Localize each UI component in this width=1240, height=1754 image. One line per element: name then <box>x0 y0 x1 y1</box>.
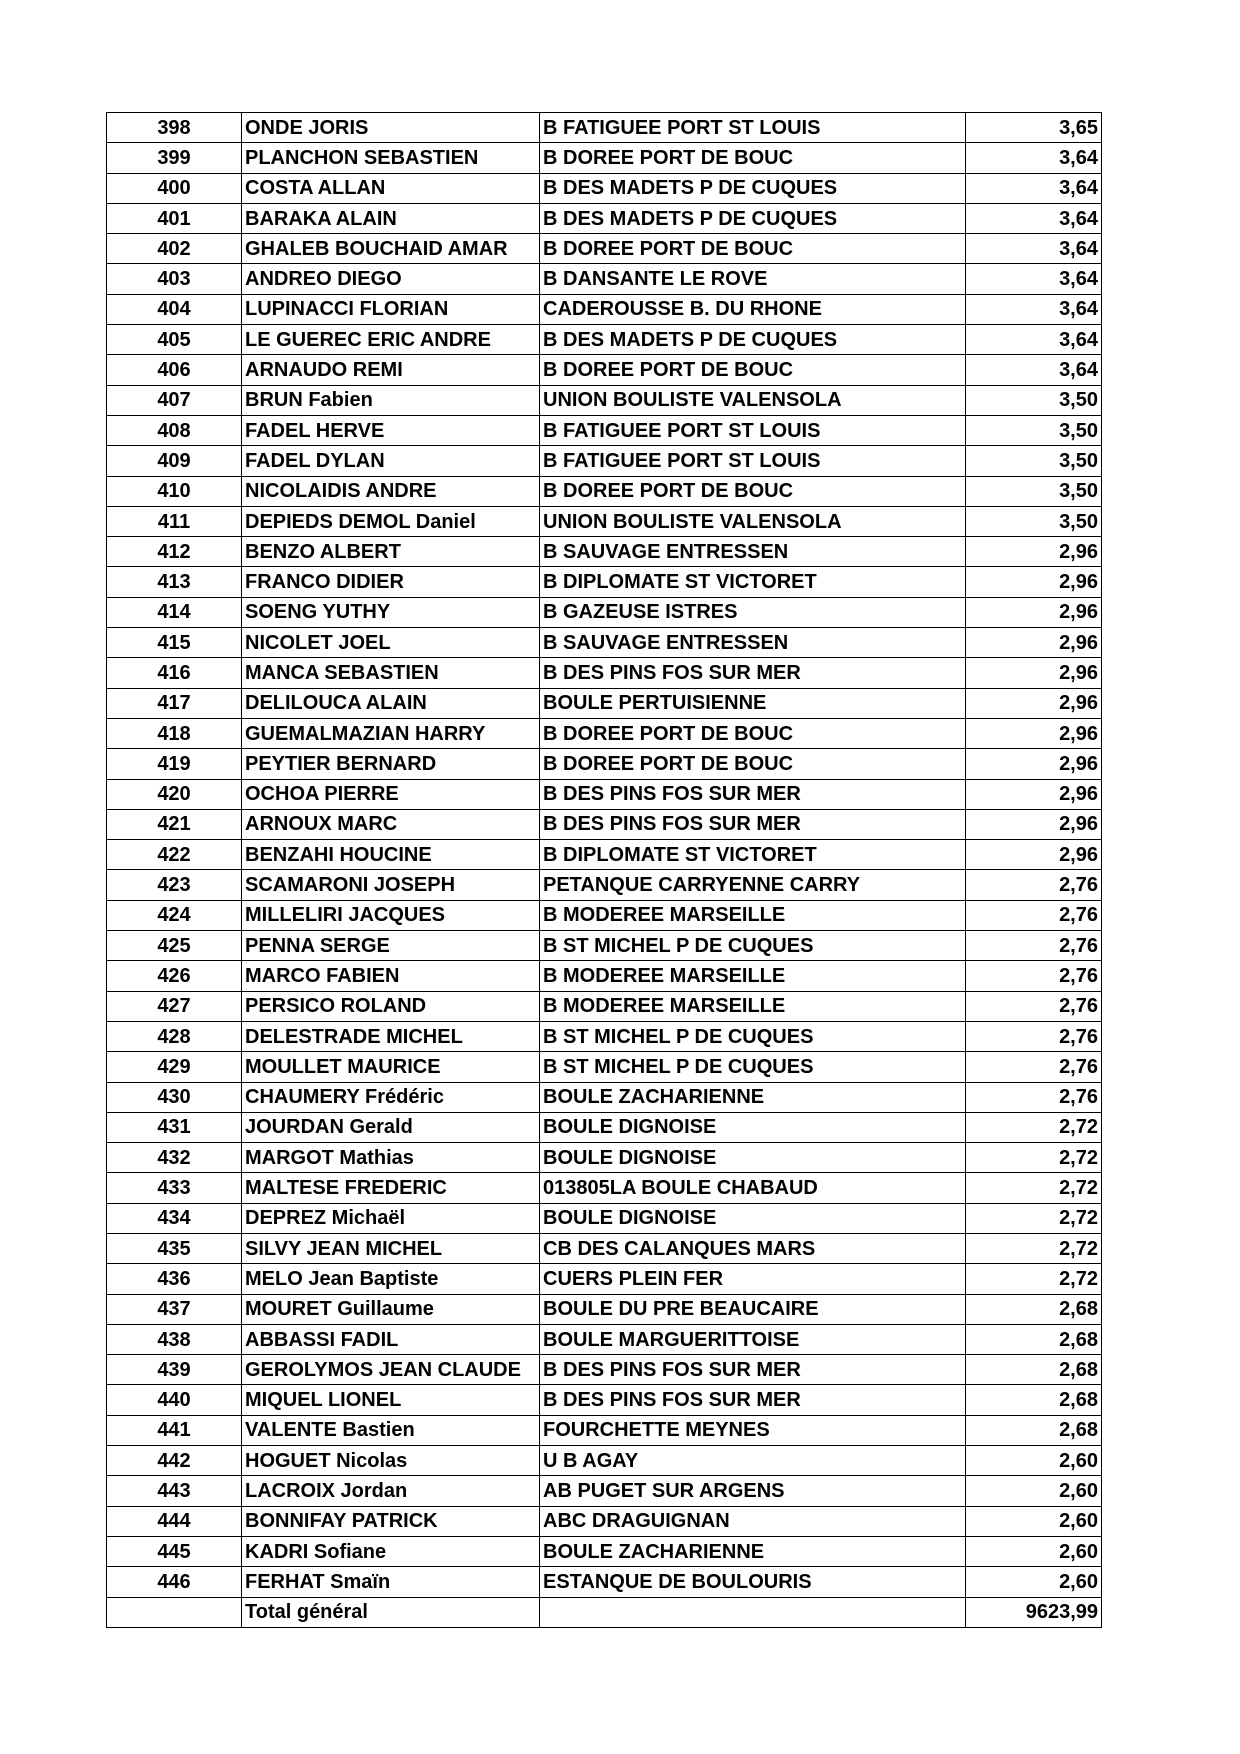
player-name-cell: DELILOUCA ALAIN <box>242 688 540 718</box>
table-row <box>107 1506 1102 1536</box>
club-cell: B MODEREE MARSEILLE <box>540 900 966 930</box>
table-row <box>107 1294 1102 1324</box>
rank-cell: 415 <box>107 628 242 658</box>
points-cell: 2,76 <box>966 961 1102 991</box>
player-name-cell: BRUN Fabien <box>242 385 540 415</box>
rank-cell: 399 <box>107 143 242 173</box>
club-cell: B DIPLOMATE ST VICTORET <box>540 840 966 870</box>
club-cell: B DES MADETS P DE CUQUES <box>540 203 966 233</box>
player-name-cell: LE GUEREC ERIC ANDRE <box>242 325 540 355</box>
points-cell: 3,64 <box>966 173 1102 203</box>
points-cell: 3,50 <box>966 446 1102 476</box>
club-cell: B DOREE PORT DE BOUC <box>540 143 966 173</box>
points-cell: 2,96 <box>966 749 1102 779</box>
table-row <box>107 355 1102 385</box>
club-cell: BOULE ZACHARIENNE <box>540 1082 966 1112</box>
table-row <box>107 1021 1102 1051</box>
rank-cell: 444 <box>107 1506 242 1536</box>
player-name-cell: ONDE JORIS <box>242 113 540 143</box>
table-row <box>107 1355 1102 1385</box>
club-cell: B DOREE PORT DE BOUC <box>540 234 966 264</box>
table-row <box>107 1385 1102 1415</box>
total-rank-cell <box>107 1597 242 1627</box>
table-row <box>107 325 1102 355</box>
club-cell: BOULE ZACHARIENNE <box>540 1536 966 1566</box>
table-row <box>107 1324 1102 1354</box>
points-cell: 2,96 <box>966 567 1102 597</box>
rank-cell: 419 <box>107 749 242 779</box>
total-row <box>107 1597 1102 1627</box>
club-cell: B ST MICHEL P DE CUQUES <box>540 1052 966 1082</box>
rank-cell: 438 <box>107 1324 242 1354</box>
player-name-cell: OCHOA PIERRE <box>242 779 540 809</box>
points-cell: 3,50 <box>966 385 1102 415</box>
club-cell: UNION BOULISTE VALENSOLA <box>540 506 966 536</box>
table-row <box>107 1173 1102 1203</box>
player-name-cell: FADEL HERVE <box>242 415 540 445</box>
player-name-cell: MARCO FABIEN <box>242 961 540 991</box>
club-cell: U B AGAY <box>540 1446 966 1476</box>
club-cell: B DOREE PORT DE BOUC <box>540 476 966 506</box>
rank-cell: 417 <box>107 688 242 718</box>
player-name-cell: MARGOT Mathias <box>242 1143 540 1173</box>
rank-cell: 416 <box>107 658 242 688</box>
points-cell: 3,64 <box>966 143 1102 173</box>
points-cell: 3,50 <box>966 476 1102 506</box>
rank-cell: 398 <box>107 113 242 143</box>
player-name-cell: MELO Jean Baptiste <box>242 1264 540 1294</box>
rank-cell: 414 <box>107 597 242 627</box>
rank-cell: 431 <box>107 1112 242 1142</box>
player-name-cell: GHALEB BOUCHAID AMAR <box>242 234 540 264</box>
table-row <box>107 900 1102 930</box>
points-cell: 2,96 <box>966 658 1102 688</box>
points-cell: 2,72 <box>966 1233 1102 1263</box>
club-cell: CB DES CALANQUES MARS <box>540 1233 966 1263</box>
points-cell: 2,60 <box>966 1567 1102 1597</box>
club-cell: AB PUGET SUR ARGENS <box>540 1476 966 1506</box>
points-cell: 3,50 <box>966 506 1102 536</box>
table-row <box>107 1567 1102 1597</box>
points-cell: 2,76 <box>966 1082 1102 1112</box>
club-cell: B MODEREE MARSEILLE <box>540 961 966 991</box>
points-cell: 2,76 <box>966 870 1102 900</box>
table-row <box>107 506 1102 536</box>
points-cell: 2,72 <box>966 1112 1102 1142</box>
table-row <box>107 991 1102 1021</box>
table-row <box>107 658 1102 688</box>
club-cell: CADEROUSSE B. DU RHONE <box>540 294 966 324</box>
table-row <box>107 1052 1102 1082</box>
player-name-cell: BARAKA ALAIN <box>242 203 540 233</box>
club-cell: B ST MICHEL P DE CUQUES <box>540 1021 966 1051</box>
points-cell: 2,68 <box>966 1294 1102 1324</box>
player-name-cell: PERSICO ROLAND <box>242 991 540 1021</box>
table-row <box>107 961 1102 991</box>
points-cell: 2,60 <box>966 1536 1102 1566</box>
points-cell: 2,96 <box>966 688 1102 718</box>
rank-cell: 446 <box>107 1567 242 1597</box>
rank-cell: 409 <box>107 446 242 476</box>
club-cell: ESTANQUE DE BOULOURIS <box>540 1567 966 1597</box>
player-name-cell: SCAMARONI JOSEPH <box>242 870 540 900</box>
points-cell: 2,96 <box>966 597 1102 627</box>
rank-cell: 423 <box>107 870 242 900</box>
club-cell: B DES PINS FOS SUR MER <box>540 809 966 839</box>
club-cell: BOULE MARGUERITTOISE <box>540 1324 966 1354</box>
club-cell: PETANQUE CARRYENNE CARRY <box>540 870 966 900</box>
player-name-cell: LACROIX Jordan <box>242 1476 540 1506</box>
table-row <box>107 688 1102 718</box>
points-cell: 2,76 <box>966 931 1102 961</box>
rank-cell: 413 <box>107 567 242 597</box>
points-cell: 3,64 <box>966 294 1102 324</box>
club-cell: ABC DRAGUIGNAN <box>540 1506 966 1536</box>
player-name-cell: MANCA SEBASTIEN <box>242 658 540 688</box>
table-row <box>107 1233 1102 1263</box>
player-name-cell: HOGUET Nicolas <box>242 1446 540 1476</box>
club-cell: B DIPLOMATE ST VICTORET <box>540 567 966 597</box>
player-name-cell: DEPREZ Michaël <box>242 1203 540 1233</box>
club-cell: B SAUVAGE ENTRESSEN <box>540 537 966 567</box>
rank-cell: 434 <box>107 1203 242 1233</box>
club-cell: B FATIGUEE PORT ST LOUIS <box>540 113 966 143</box>
player-name-cell: PLANCHON SEBASTIEN <box>242 143 540 173</box>
rank-cell: 432 <box>107 1143 242 1173</box>
table-row <box>107 931 1102 961</box>
player-name-cell: FERHAT Smaïn <box>242 1567 540 1597</box>
table-row <box>107 1143 1102 1173</box>
player-name-cell: FADEL DYLAN <box>242 446 540 476</box>
club-cell: 013805LA BOULE CHABAUD <box>540 1173 966 1203</box>
total-club-cell <box>540 1597 966 1627</box>
player-name-cell: COSTA ALLAN <box>242 173 540 203</box>
player-name-cell: LUPINACCI FLORIAN <box>242 294 540 324</box>
points-cell: 2,68 <box>966 1385 1102 1415</box>
rank-cell: 421 <box>107 809 242 839</box>
rank-cell: 400 <box>107 173 242 203</box>
club-cell: B GAZEUSE ISTRES <box>540 597 966 627</box>
rank-cell: 407 <box>107 385 242 415</box>
points-cell: 2,76 <box>966 991 1102 1021</box>
points-cell: 2,72 <box>966 1264 1102 1294</box>
club-cell: BOULE DU PRE BEAUCAIRE <box>540 1294 966 1324</box>
table-row <box>107 143 1102 173</box>
rank-cell: 420 <box>107 779 242 809</box>
table-row <box>107 264 1102 294</box>
player-name-cell: PEYTIER BERNARD <box>242 749 540 779</box>
club-cell: B FATIGUEE PORT ST LOUIS <box>540 446 966 476</box>
rank-cell: 401 <box>107 203 242 233</box>
club-cell: BOULE DIGNOISE <box>540 1143 966 1173</box>
club-cell: BOULE DIGNOISE <box>540 1112 966 1142</box>
table-row <box>107 567 1102 597</box>
player-name-cell: GUEMALMAZIAN HARRY <box>242 718 540 748</box>
table-row <box>107 385 1102 415</box>
table-row <box>107 1112 1102 1142</box>
rank-cell: 426 <box>107 961 242 991</box>
rank-cell: 441 <box>107 1415 242 1445</box>
player-name-cell: KADRI Sofiane <box>242 1536 540 1566</box>
player-name-cell: SILVY JEAN MICHEL <box>242 1233 540 1263</box>
player-name-cell: VALENTE Bastien <box>242 1415 540 1445</box>
player-name-cell: FRANCO DIDIER <box>242 567 540 597</box>
player-name-cell: GEROLYMOS JEAN CLAUDE <box>242 1355 540 1385</box>
points-cell: 2,72 <box>966 1203 1102 1233</box>
table-row <box>107 809 1102 839</box>
club-cell: BOULE DIGNOISE <box>540 1203 966 1233</box>
points-cell: 2,96 <box>966 779 1102 809</box>
points-cell: 3,65 <box>966 113 1102 143</box>
rank-cell: 442 <box>107 1446 242 1476</box>
table-row <box>107 1536 1102 1566</box>
points-cell: 2,60 <box>966 1446 1102 1476</box>
table-row <box>107 234 1102 264</box>
ranking-table <box>106 112 1102 1628</box>
player-name-cell: BENZAHI HOUCINE <box>242 840 540 870</box>
rank-cell: 435 <box>107 1233 242 1263</box>
points-cell: 2,60 <box>966 1506 1102 1536</box>
table-row <box>107 1415 1102 1445</box>
club-cell: B MODEREE MARSEILLE <box>540 991 966 1021</box>
table-row <box>107 446 1102 476</box>
rank-cell: 406 <box>107 355 242 385</box>
points-cell: 3,64 <box>966 234 1102 264</box>
player-name-cell: ABBASSI FADIL <box>242 1324 540 1354</box>
points-cell: 2,96 <box>966 718 1102 748</box>
table-row <box>107 173 1102 203</box>
club-cell: FOURCHETTE MEYNES <box>540 1415 966 1445</box>
rank-cell: 408 <box>107 415 242 445</box>
rank-cell: 433 <box>107 1173 242 1203</box>
points-cell: 2,76 <box>966 1021 1102 1051</box>
club-cell: B DOREE PORT DE BOUC <box>540 355 966 385</box>
player-name-cell: MALTESE FREDERIC <box>242 1173 540 1203</box>
total-points-cell: 9623,99 <box>966 1597 1102 1627</box>
club-cell: B DOREE PORT DE BOUC <box>540 749 966 779</box>
total-label-cell: Total général <box>242 1597 540 1627</box>
rank-cell: 427 <box>107 991 242 1021</box>
club-cell: B SAUVAGE ENTRESSEN <box>540 628 966 658</box>
rank-cell: 428 <box>107 1021 242 1051</box>
points-cell: 2,96 <box>966 628 1102 658</box>
club-cell: B FATIGUEE PORT ST LOUIS <box>540 415 966 445</box>
club-cell: B DES PINS FOS SUR MER <box>540 1385 966 1415</box>
points-cell: 2,76 <box>966 900 1102 930</box>
player-name-cell: BONNIFAY PATRICK <box>242 1506 540 1536</box>
points-cell: 2,72 <box>966 1173 1102 1203</box>
rank-cell: 425 <box>107 931 242 961</box>
rank-cell: 436 <box>107 1264 242 1294</box>
player-name-cell: DEPIEDS DEMOL Daniel <box>242 506 540 536</box>
table-row <box>107 840 1102 870</box>
table-row <box>107 113 1102 143</box>
club-cell: B DANSANTE LE ROVE <box>540 264 966 294</box>
player-name-cell: JOURDAN Gerald <box>242 1112 540 1142</box>
club-cell: B DES MADETS P DE CUQUES <box>540 173 966 203</box>
player-name-cell: SOENG YUTHY <box>242 597 540 627</box>
table-row <box>107 1264 1102 1294</box>
rank-cell: 445 <box>107 1536 242 1566</box>
points-cell: 3,64 <box>966 325 1102 355</box>
points-cell: 2,68 <box>966 1415 1102 1445</box>
points-cell: 2,68 <box>966 1355 1102 1385</box>
table-row <box>107 537 1102 567</box>
table-row <box>107 628 1102 658</box>
rank-cell: 404 <box>107 294 242 324</box>
player-name-cell: NICOLET JOEL <box>242 628 540 658</box>
points-cell: 3,64 <box>966 355 1102 385</box>
rank-cell: 440 <box>107 1385 242 1415</box>
points-cell: 2,60 <box>966 1476 1102 1506</box>
player-name-cell: PENNA SERGE <box>242 931 540 961</box>
points-cell: 3,64 <box>966 203 1102 233</box>
rank-cell: 403 <box>107 264 242 294</box>
rank-cell: 443 <box>107 1476 242 1506</box>
table-row <box>107 415 1102 445</box>
rank-cell: 429 <box>107 1052 242 1082</box>
table-row <box>107 749 1102 779</box>
club-cell: CUERS PLEIN FER <box>540 1264 966 1294</box>
rank-cell: 418 <box>107 718 242 748</box>
club-cell: B DES PINS FOS SUR MER <box>540 1355 966 1385</box>
rank-cell: 424 <box>107 900 242 930</box>
table-row <box>107 476 1102 506</box>
table-row <box>107 870 1102 900</box>
rank-cell: 437 <box>107 1294 242 1324</box>
player-name-cell: BENZO ALBERT <box>242 537 540 567</box>
table-row <box>107 1446 1102 1476</box>
rank-cell: 405 <box>107 325 242 355</box>
rank-cell: 410 <box>107 476 242 506</box>
player-name-cell: MOURET Guillaume <box>242 1294 540 1324</box>
table-row <box>107 1082 1102 1112</box>
player-name-cell: DELESTRADE MICHEL <box>242 1021 540 1051</box>
player-name-cell: ANDREO DIEGO <box>242 264 540 294</box>
points-cell: 2,96 <box>966 537 1102 567</box>
player-name-cell: MIQUEL LIONEL <box>242 1385 540 1415</box>
rank-cell: 430 <box>107 1082 242 1112</box>
player-name-cell: MOULLET MAURICE <box>242 1052 540 1082</box>
table-row <box>107 779 1102 809</box>
club-cell: B DES PINS FOS SUR MER <box>540 658 966 688</box>
club-cell: B ST MICHEL P DE CUQUES <box>540 931 966 961</box>
points-cell: 3,64 <box>966 264 1102 294</box>
rank-cell: 412 <box>107 537 242 567</box>
player-name-cell: ARNAUDO REMI <box>242 355 540 385</box>
points-cell: 2,76 <box>966 1052 1102 1082</box>
points-cell: 2,68 <box>966 1324 1102 1354</box>
rank-cell: 439 <box>107 1355 242 1385</box>
club-cell: UNION BOULISTE VALENSOLA <box>540 385 966 415</box>
points-cell: 2,96 <box>966 809 1102 839</box>
table-row <box>107 597 1102 627</box>
club-cell: BOULE PERTUISIENNE <box>540 688 966 718</box>
club-cell: B DES PINS FOS SUR MER <box>540 779 966 809</box>
table-row <box>107 1476 1102 1506</box>
club-cell: B DOREE PORT DE BOUC <box>540 718 966 748</box>
table-row <box>107 294 1102 324</box>
rank-cell: 411 <box>107 506 242 536</box>
table-row <box>107 1203 1102 1233</box>
rank-cell: 422 <box>107 840 242 870</box>
player-name-cell: NICOLAIDIS ANDRE <box>242 476 540 506</box>
club-cell: B DES MADETS P DE CUQUES <box>540 325 966 355</box>
points-cell: 2,72 <box>966 1143 1102 1173</box>
rank-cell: 402 <box>107 234 242 264</box>
player-name-cell: CHAUMERY Frédéric <box>242 1082 540 1112</box>
table-row <box>107 203 1102 233</box>
player-name-cell: MILLELIRI JACQUES <box>242 900 540 930</box>
points-cell: 2,96 <box>966 840 1102 870</box>
table-row <box>107 718 1102 748</box>
points-cell: 3,50 <box>966 415 1102 445</box>
ranking-table-body <box>107 113 1102 1628</box>
player-name-cell: ARNOUX MARC <box>242 809 540 839</box>
